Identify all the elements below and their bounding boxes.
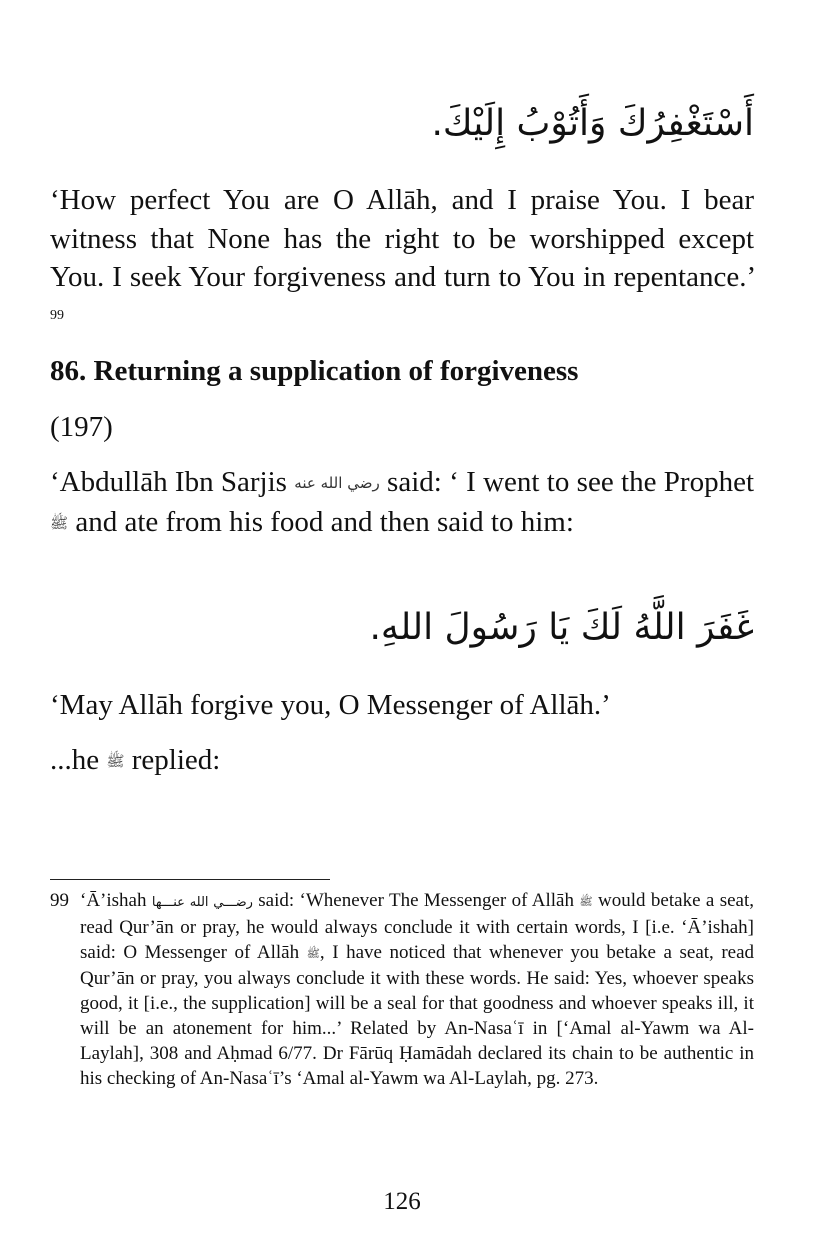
reply-part-1: ...he xyxy=(50,744,100,776)
translation-text-1: ‘How perfect You are O Allāh, and I praise You. I bear witness that None has the right to be worshipped except You. I seek Your forgiveness and turn to You in repentance.’ xyxy=(50,184,754,293)
footnote-arabic-honorific: رضـــي الله عنـــها xyxy=(151,895,253,910)
narration-paragraph xyxy=(50,463,754,542)
hadith-number: (197) xyxy=(50,411,113,443)
translation-paragraph-1 xyxy=(50,181,754,337)
footnote-reference[interactable]: 99 xyxy=(50,307,64,323)
arabic-supplication-2: غَفَرَ اللَّهُ لَكَ يَا رَسُولَ اللهِ. xyxy=(369,607,754,648)
footnote-divider xyxy=(50,879,330,880)
footnote-text-a: said: ‘Whenever The Messenger of Allāh xyxy=(258,890,574,911)
prophet-honorific-icon: ﷺ xyxy=(579,895,593,908)
book-page xyxy=(50,0,754,1256)
prophet-honorific-icon: ﷺ xyxy=(106,752,125,770)
arabic-supplication-1: أَسْتَغْفِرُكَ وَأَتُوْبُ إِلَيْكَ. xyxy=(431,103,754,144)
footnote-99 xyxy=(50,888,754,1091)
translation-paragraph-2: ‘May Allāh forgive you, O Messenger of Allāh.’ xyxy=(50,689,611,721)
page-number: 126 xyxy=(383,1188,421,1215)
section-heading: 86. Returning a supplication of forgiveness xyxy=(50,355,579,387)
companion-honorific-icon: رضي الله عنه xyxy=(294,474,380,492)
narration-part-3: and ate from his food and then said to him: xyxy=(75,505,574,538)
reply-line xyxy=(50,741,754,781)
narration-part-2: said: ‘ I went to see the Prophet xyxy=(387,466,754,498)
footnote-text-b: would betake a seat, read Qur’ān or pray, he would always conclude it with certain words, I [i.e. ‘Ā’ishah] said: O Messenger of Allāh xyxy=(80,890,754,963)
prophet-honorific-icon: ﷺ xyxy=(306,947,320,960)
footnote-text-c: , I have noticed that whenever you betake a seat, read Qur’ān or pray, you always conclude it with these words. He said: Yes, whoever speaks good, it [i.e., the supplication] will be a seal for that goodness and whoever speaks ill, it will be an atonement for him...’ Related by An-Nasaʿī in [‘Amal al-Yawm wa Al-Laylah], 308 and Aḥmad 6/77. Dr Fārūq Ḥamādah declared its chain to be authentic in his checking of An-Nasaʿī’s ‘Amal al-Yawm wa Al-Laylah, pg. 273. xyxy=(80,942,755,1089)
footnote-number: 99 xyxy=(50,890,69,911)
narration-part-1: ‘Abdullāh Ibn Sarjis xyxy=(50,466,287,498)
footnote-body xyxy=(50,888,754,1091)
prophet-honorific-icon: ﷺ xyxy=(50,513,69,532)
reply-part-2: replied: xyxy=(131,744,221,776)
footnote-name: ‘Ā’ishah xyxy=(80,890,147,911)
